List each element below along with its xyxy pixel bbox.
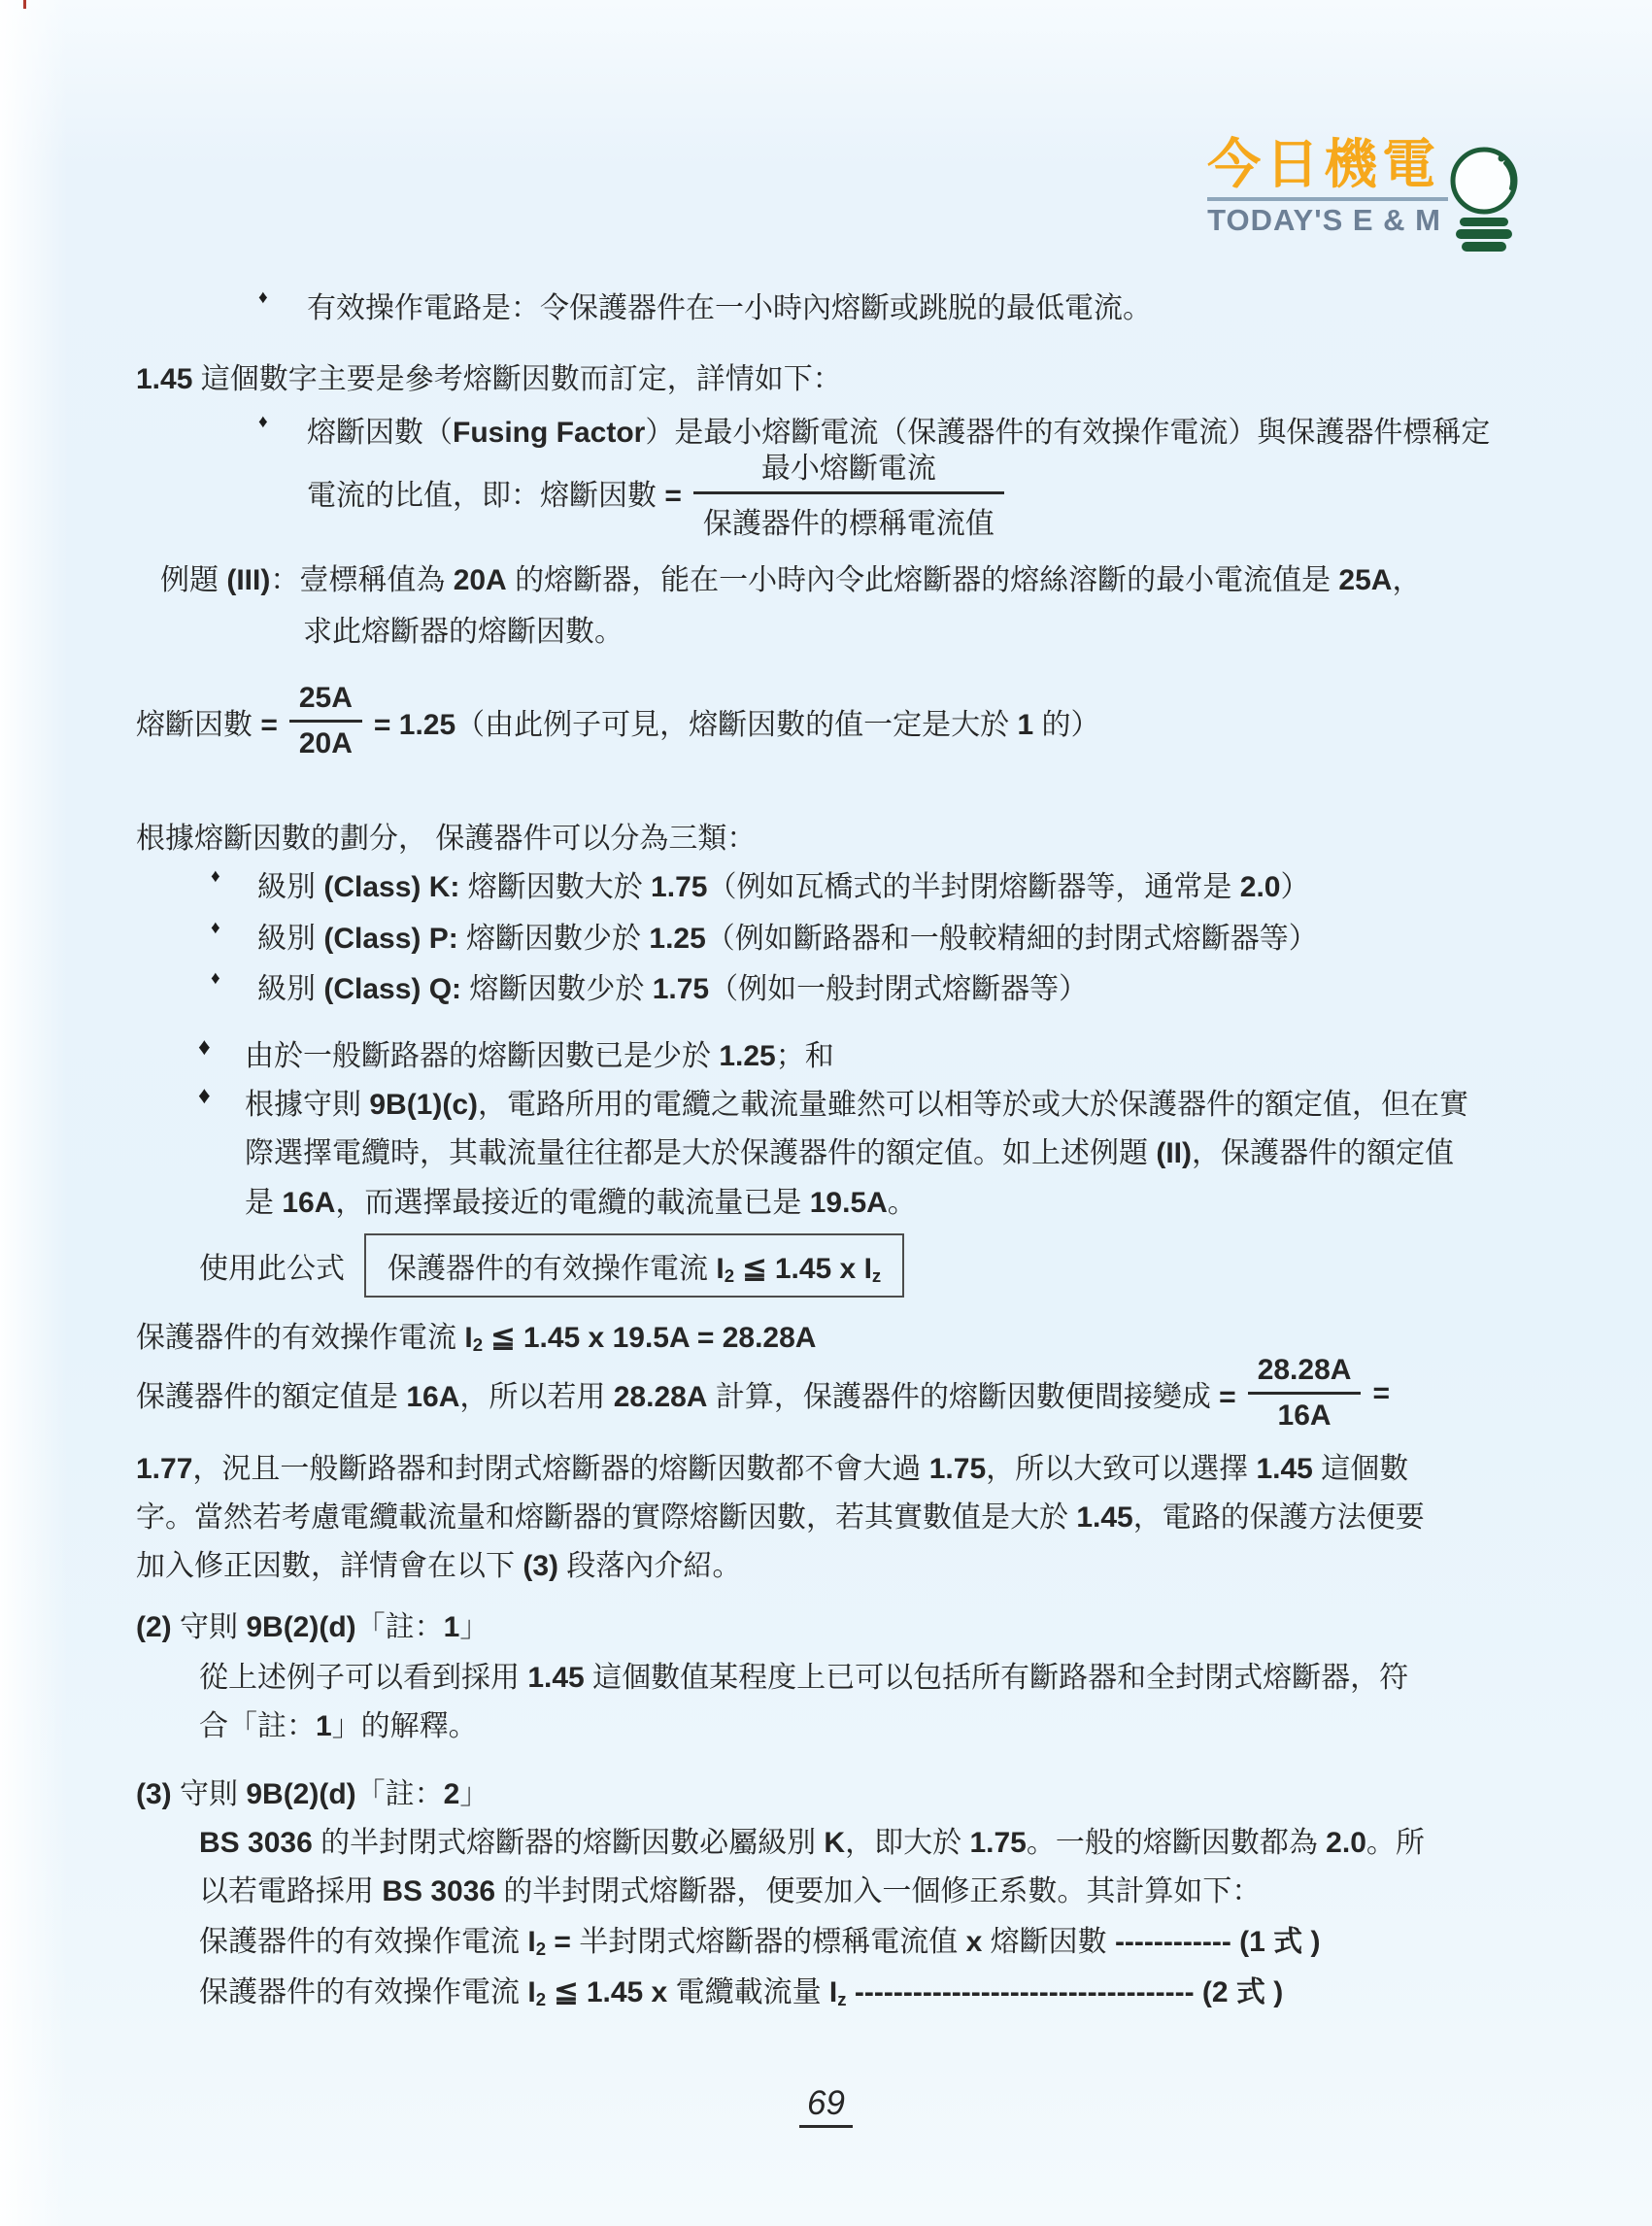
logo-subtitle: TODAY'S E & M <box>1207 203 1441 237</box>
calc2-prefix: 保護器件的額定值是 16A，所以若用 28.28A 計算，保護器件的熔斷因數便間接變成 = <box>136 1380 1236 1413</box>
para-177-line2: 字。當然若考慮電纜載流量和熔斷器的實際熔斷因數，若其實數值是大於 1.45，電路的保護方法便要 <box>136 1501 1425 1534</box>
page-number-value: 69 <box>799 2084 853 2128</box>
para-177-line3: 加入修正因數，詳情會在以下 (3) 段落內介紹。 <box>136 1550 742 1582</box>
example-III-line1: 例題 (III)：壹標稱值為 20A 的熔斷器，能在一小時內令此熔斷器的熔絲溶斷的最小電流值是 25A， <box>160 564 1422 596</box>
class-p-text: 級別 (Class) P: 熔斷因數少於 1.25（例如斷路器和一般較精細的封閉式熔斷器等） <box>257 923 1318 955</box>
fraction-numerator: 25A <box>298 682 353 714</box>
formula-prefix: 熔斷因數 = <box>136 708 278 741</box>
example-III-line2: 求此熔斷器的熔斷因數。 <box>303 616 624 648</box>
use-formula-label: 使用此公式 <box>199 1253 345 1285</box>
rule-9b1c-text1: 根據守則 9B(1)(c)，電路所用的電纜之載流量雖然可以相等於或大於保護器件的額定值，但在實 <box>245 1089 1469 1121</box>
logo-divider <box>1207 197 1448 201</box>
fraction-denominator: 16A <box>1277 1400 1332 1432</box>
section-3-heading: (3) 守則 9B(2)(d)「註：2」 <box>136 1778 489 1810</box>
bullet-effective-current-text: 有效操作電路是：令保護器件在一小時內熔斷或跳脱的最低電流。 <box>307 292 1152 324</box>
diamond-bullet-icon: ♦ <box>211 918 220 938</box>
formula-result: = 1.25（由此例子可見，熔斷因數的值一定是大於 1 的） <box>373 708 1100 741</box>
logo-title: 今日機電 <box>1207 134 1441 194</box>
fraction-definition <box>693 444 1004 542</box>
logo-text-block <box>1207 134 1441 237</box>
note-breaker-text: 由於一般斷路器的熔斷因數已是少於 1.25；和 <box>245 1040 834 1072</box>
class-p-item <box>211 914 1318 957</box>
fusing-factor-calc-formula <box>136 675 1100 767</box>
lightbulb-icon <box>1447 146 1523 262</box>
formula-prefix: 電流的比值，即：熔斷因數 = <box>307 480 682 512</box>
fusing-factor-definition-formula <box>307 439 1016 546</box>
diamond-bullet-icon: ♦ <box>198 1033 211 1061</box>
rule-9b1c-line2: 際選擇電纜時，其載流量往往都是大於保護器件的額定值。如上述例題 (II)，保護器件的額定值 <box>245 1137 1454 1169</box>
diamond-bullet-icon: ♦ <box>258 287 268 308</box>
diamond-bullet-icon: ♦ <box>198 1082 211 1109</box>
bullet-fusing-factor-text: 熔斷因數（Fusing Factor）是最小熔斷電流（保護器件的有效操作電流）與保護器件標稱定 <box>307 417 1491 449</box>
note-breaker-item <box>198 1031 834 1074</box>
fraction-25-20 <box>289 682 362 760</box>
fraction-denominator: 保護器件的標稱電流值 <box>702 507 995 540</box>
use-formula-row <box>199 1235 904 1296</box>
section-2-line1: 從上述例子可以看到採用 1.45 這個數值某程度上已可以包括所有斷路器和全封閉式熔斷器，符 <box>199 1662 1409 1694</box>
fraction-numerator: 最小熔斷電流 <box>760 452 936 485</box>
section-2-line2: 合「註：1」的解釋。 <box>199 1710 478 1742</box>
section-3-line1: BS 3036 的半封閉式熔斷器的熔斷因數必屬級別 K，即大於 1.75。一般的熔斷因數都為 2.0。所 <box>199 1827 1425 1859</box>
registration-mark <box>23 0 26 9</box>
equation-2: 保護器件的有效操作電流 I2 ≦ 1.45 x 電纜載流量 Iz ----------------------------------- (2 式 ) <box>199 1976 1284 2010</box>
diamond-bullet-icon: ♦ <box>211 968 220 989</box>
equation-1: 保護器件的有效操作電流 I2 = 半封閉式熔斷器的標稱電流值 x 熔斷因數 ------------ (1 式 ) <box>199 1926 1321 1960</box>
class-q-item <box>211 964 1089 1007</box>
class-k-text: 級別 (Class) K: 熔斷因數大於 1.75（例如瓦橋式的半封閉熔斷器等，通常是 2.0） <box>257 871 1310 903</box>
rule-9b1c-line1 <box>198 1080 1469 1123</box>
diamond-bullet-icon: ♦ <box>258 412 268 432</box>
calc-line-1: 保護器件的有效操作電流 I2 ≦ 1.45 x 19.5A = 28.28A <box>136 1322 817 1356</box>
section-2-heading: (2) 守則 9B(2)(d)「註：1」 <box>136 1611 489 1643</box>
boxed-formula: 保護器件的有效操作電流 I2 ≦ 1.45 x Iz <box>364 1233 904 1298</box>
para-three-classes: 根據熔斷因數的劃分， 保護器件可以分為三類： <box>136 823 757 855</box>
class-q-text: 級別 (Class) Q: 熔斷因數少於 1.75（例如一般封閉式熔斷器等） <box>257 973 1089 1005</box>
fraction-denominator: 20A <box>298 727 353 759</box>
section-3-line2: 以若電路採用 BS 3036 的半封閉式熔斷器，便要加入一個修正系數。其計算如下： <box>199 1875 1262 1907</box>
logo <box>1207 134 1523 262</box>
calc2-suffix: = <box>1372 1376 1390 1409</box>
fraction-numerator: 28.28A <box>1257 1354 1352 1386</box>
bullet-effective-current <box>258 284 1152 326</box>
rule-9b1c-line3: 是 16A，而選擇最接近的電纜的載流量已是 19.5A。 <box>245 1187 917 1219</box>
calc-line-2 <box>136 1347 1390 1439</box>
page-number <box>0 2084 1652 2128</box>
para-177-line1: 1.77，況且一般斷路器和封閉式熔斷器的熔斷因數都不會大過 1.75，所以大致可以選擇 1.45 這個數 <box>136 1453 1409 1485</box>
para-145-intro: 1.45 這個數字主要是參考熔斷因數而訂定，詳情如下： <box>136 363 842 395</box>
fraction-2828-16 <box>1248 1354 1362 1433</box>
diamond-bullet-icon: ♦ <box>211 866 220 887</box>
class-k-item <box>211 862 1310 905</box>
